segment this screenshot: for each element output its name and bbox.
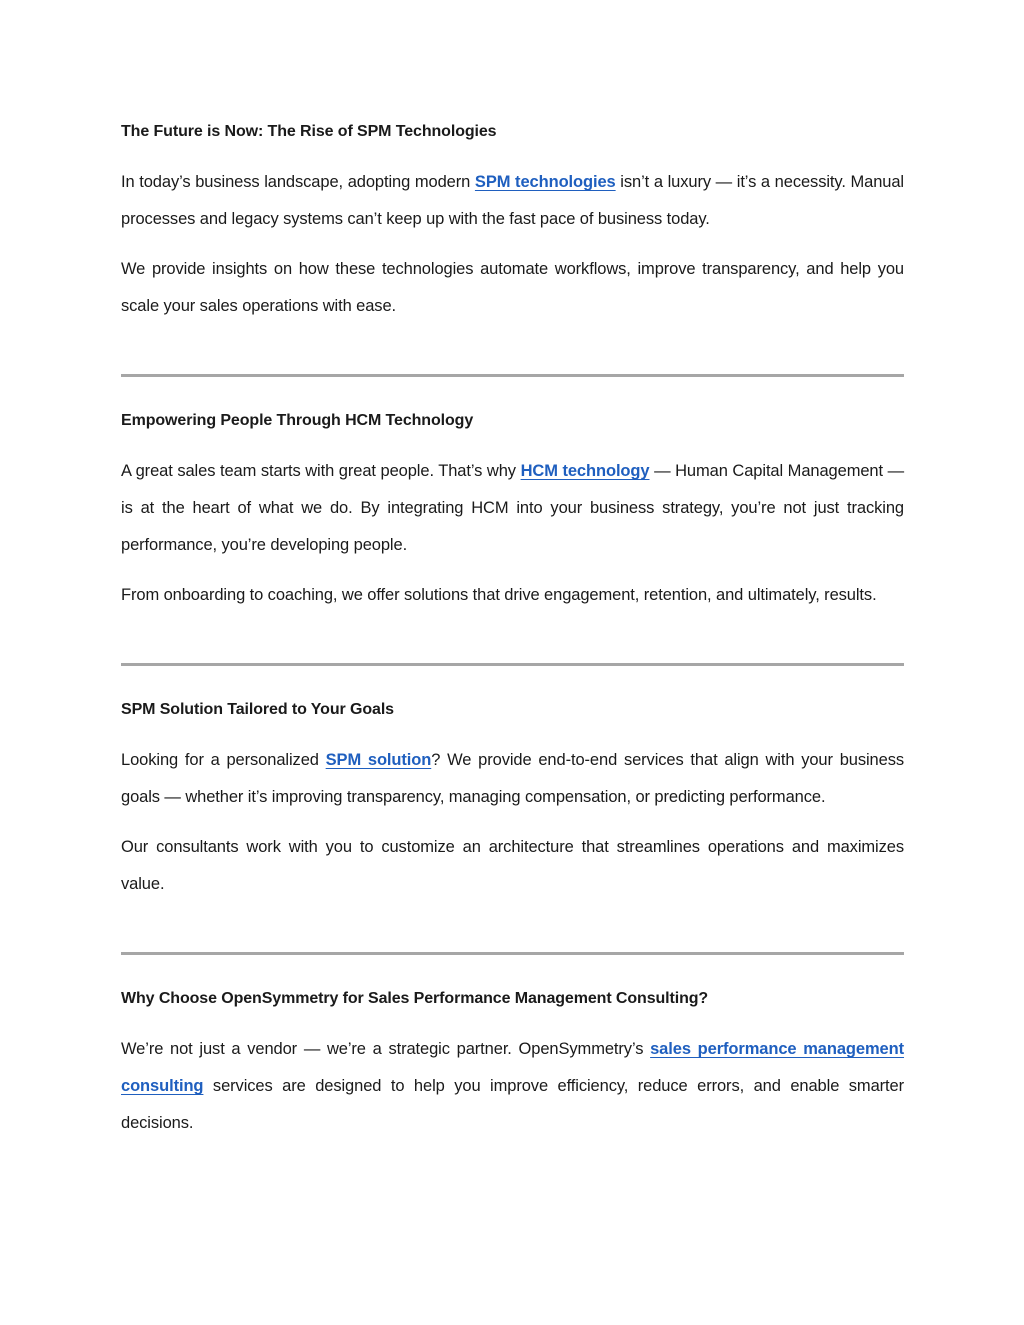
paragraph-text: services are designed to help you improve efficiency, reduce errors, and enable smarter decisions.	[121, 1077, 904, 1132]
section-title: Why Choose OpenSymmetry for Sales Performance Management Consulting?	[121, 990, 709, 1007]
paragraph-text: ? We provide end-to-end services that align with your business goals — whether it’s improving transparency, managing compensation, or predicting performance.	[121, 751, 905, 806]
document-page	[121, 118, 904, 1155]
paragraph-text: — Human Capital Management — is at the heart of what we do. By integrating HCM into your business strategy, you’re not just tracking performance, you’re developing people.	[121, 462, 905, 554]
section-spm-technologies	[121, 118, 904, 325]
paragraph	[121, 1031, 904, 1142]
link-spm-technologies[interactable]: SPM technologies	[474, 173, 616, 191]
paragraph-text: Looking for a personalized	[121, 751, 326, 769]
paragraph	[121, 742, 904, 816]
link-hcm-technology[interactable]: HCM technology	[520, 462, 650, 480]
paragraph: From onboarding to coaching, we offer solutions that drive engagement, retention, and ultimately, results.	[121, 586, 877, 604]
paragraph	[121, 164, 904, 238]
link-sales-performance-management-consulting[interactable]: sales performance management consulting	[121, 1040, 905, 1095]
section-why-opensymmetry	[121, 985, 904, 1142]
paragraph-text: In today’s business landscape, adopting modern	[121, 173, 475, 191]
paragraph: We provide insights on how these technologies automate workflows, improve transparency, and help you scale your sales operations with ease.	[121, 260, 904, 315]
paragraph	[121, 453, 904, 564]
paragraph-text: We’re not just a vendor — we’re a strategic partner. OpenSymmetry’s	[121, 1040, 651, 1058]
section-title: SPM Solution Tailored to Your Goals	[121, 701, 394, 718]
section-title: The Future is Now: The Rise of SPM Technologies	[121, 123, 497, 140]
section-spm-solution	[121, 696, 904, 903]
paragraph-text: A great sales team starts with great people. That’s why	[121, 462, 521, 480]
section-hcm-technology	[121, 407, 904, 614]
section-title: Empowering People Through HCM Technology	[121, 412, 474, 429]
paragraph: Our consultants work with you to customize an architecture that streamlines operations and maximizes value.	[121, 838, 904, 893]
link-spm-solution[interactable]: SPM solution	[325, 751, 432, 769]
paragraph-text: isn’t a luxury — it’s a necessity. Manual processes and legacy systems can’t keep up with the fast pace of business today.	[121, 173, 904, 228]
